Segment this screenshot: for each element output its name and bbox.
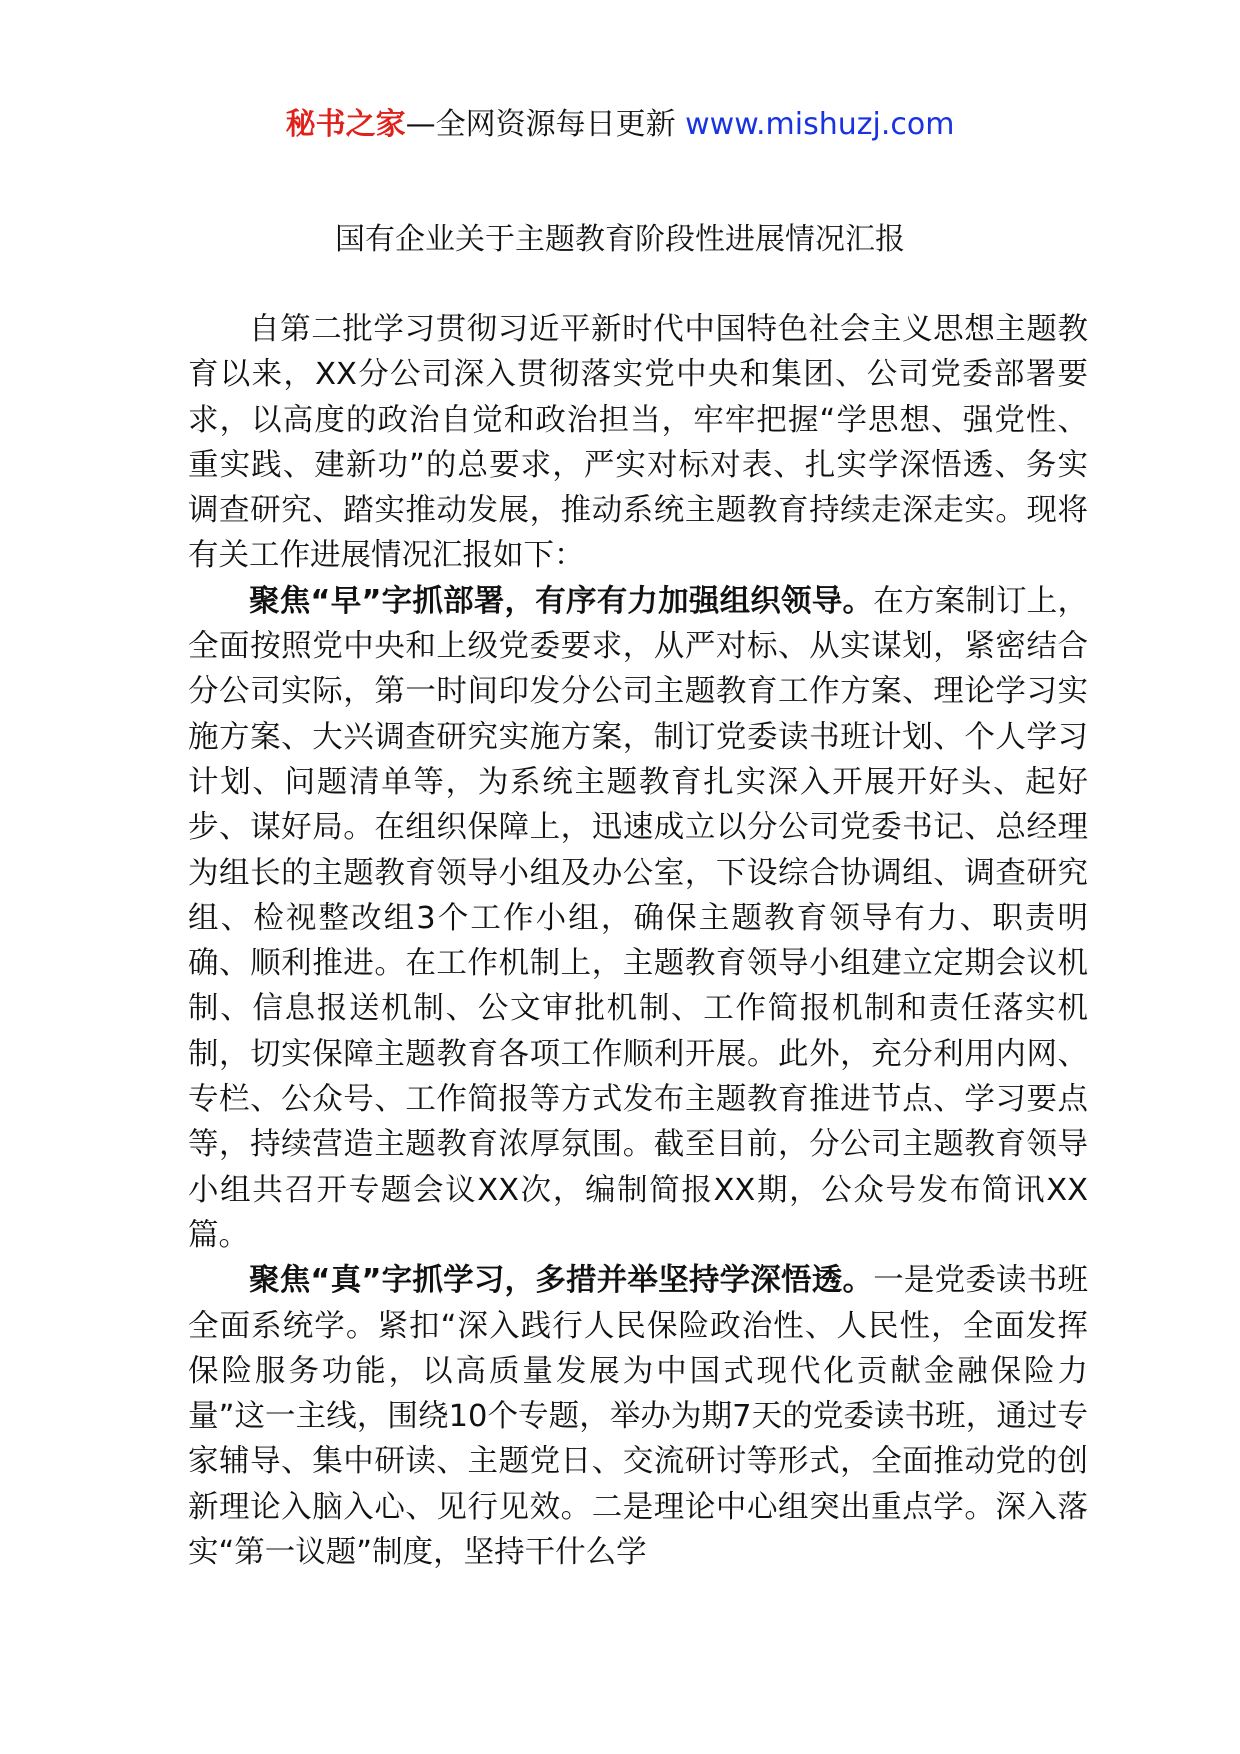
paragraph-intro bbox=[188, 307, 1088, 579]
paragraph-text: 自第二批学习贯彻习近平新时代中国特色社会主义思想主题教育以来，XX分公司深入贯彻落实党中央和集团、公司党委部署要求，以高度的政治自觉和政治担当，牢牢把握“学思想、强党性、重实践、建新功”的总要求，严实对标对表、扎实学深悟透、务实调查研究、踏实推动发展，推动系统主题教育持续走深走实。现将有关工作进展情况汇报如下： bbox=[188, 312, 1088, 574]
header-tagline: —全网资源每日更新 bbox=[405, 107, 676, 142]
document-body bbox=[188, 307, 1088, 1575]
paragraph-organization bbox=[188, 579, 1088, 1258]
brand-name: 秘书之家 bbox=[285, 107, 406, 142]
site-header bbox=[0, 103, 1240, 147]
paragraph-study bbox=[188, 1258, 1088, 1575]
paragraph-text: 在方案制订上，全面按照党中央和上级党委要求，从严对标、从实谋划，紧密结合分公司实际，第一时间印发分公司主题教育工作方案、理论学习实施方案、大兴调查研究实施方案，制订党委读书班计划、个人学习计划、问题清单等，为系统主题教育扎实深入开展开好头、起好步、谋好局。在组织保障上，迅速成立以分公司党委书记、总经理为组长的主题教育领导小组及办公室，下设综合协调组、调查研究组、检视整改组3个工作小组，确保主题教育领导有力、职责明确、顺利推进。在工作机制上，主题教育领导小组建立定期会议机制、信息报送机制、公文审批机制、工作简报机制和责任落实机制，切实保障主题教育各项工作顺利开展。此外，充分利用内网、专栏、公众号、工作简报等方式发布主题教育推进节点、学习要点等，持续营造主题教育浓厚氛围。截至目前，分公司主题教育领导小组共召开专题会议XX次，编制简报XX期，公众号发布简讯XX篇。 bbox=[188, 583, 1088, 1253]
paragraph-text: 一是党委读书班全面系统学。紧扣“深入践行人民保险政治性、人民性，全面发挥保险服务功能，以高质量发展为中国式现代化贡献金融保险力量”这一主线，围绕10个专题，举办为期7天的党委读书班，通过专家辅导、集中研读、主题党日、交流研讨等形式，全面推动党的创新理论入脑入心、见行见效。二是理论中心组突出重点学。深入落实“第一议题”制度，坚持干什么学 bbox=[188, 1263, 1088, 1571]
site-url-link[interactable]: www.mishuzj.com bbox=[685, 107, 955, 142]
paragraph-lead: 聚焦“早”字抓部署，有序有力加强组织领导。 bbox=[249, 583, 874, 619]
document-title: 国有企业关于主题教育阶段性进展情况汇报 bbox=[335, 222, 905, 257]
paragraph-lead: 聚焦“真”字抓学习，多措并举坚持学深悟透。 bbox=[249, 1263, 874, 1299]
